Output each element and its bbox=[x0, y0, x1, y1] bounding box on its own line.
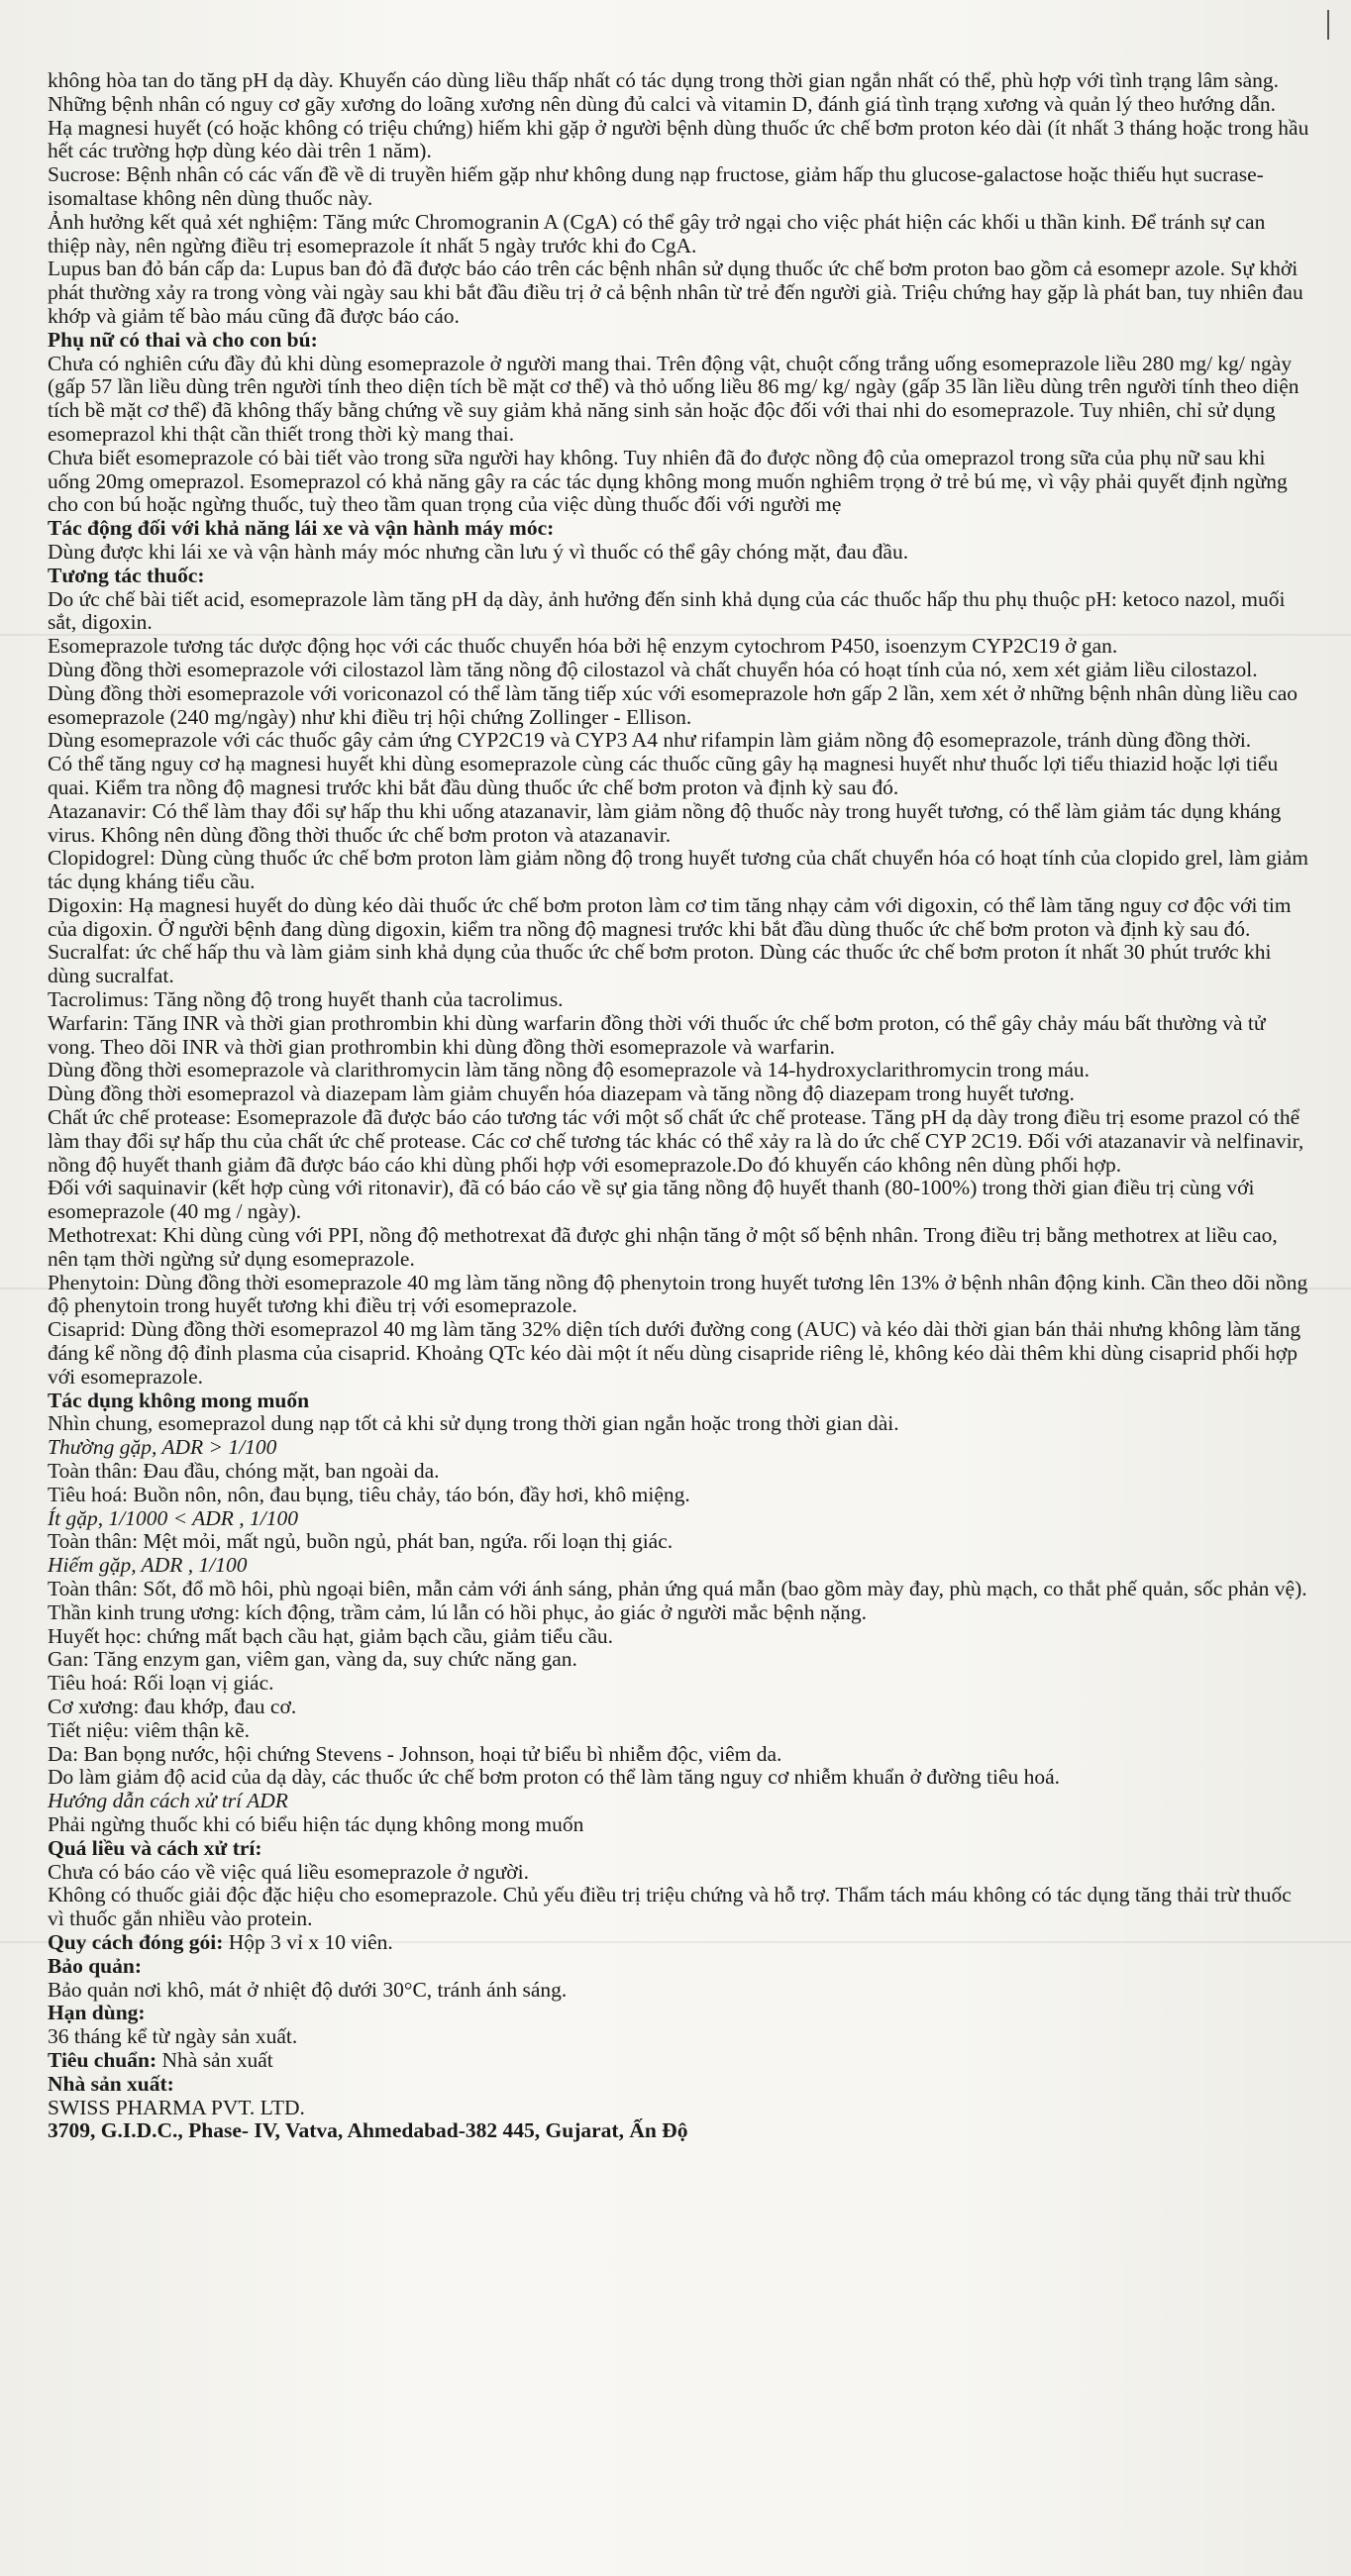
frequency-subheading: Thường gặp, ADR > 1/100 bbox=[48, 1435, 277, 1460]
paragraph: Tacrolimus: Tăng nồng độ trong huyết thanh của tacrolimus. bbox=[48, 987, 564, 1012]
section-heading: Quá liều và cách xử trí: bbox=[48, 1835, 262, 1860]
paragraph: Sucralfat: ức chế hấp thu và làm giảm sinh khả dụng của thuốc ức chế bơm proton. Dùng các thuốc ức chế bơm proton ít nhất 30 phút trước khi dùng sucralfat. bbox=[48, 940, 1272, 988]
paragraph: Lupus ban đỏ bán cấp da: Lupus ban đỏ đã được báo cáo trên các bệnh nhân sử dụng thuốc ức chế bơm proton bao gồm cả esomepr azole. Sự khởi phát thường xảy ra trong vòng vài ngày sau khi bắt đầu điều trị ở cả bệnh nhân từ trẻ đến người già. Triệu chứng hay gặp là phát ban, tuy nhiên đau khớp và giảm tế bào máu cũng đã được báo cáo. bbox=[48, 257, 1303, 328]
paragraph: Do ức chế bài tiết acid, esomeprazole làm tăng pH dạ dày, ảnh hưởng đến sinh khả dụng của các thuốc hấp thu phụ thuộc pH: ketoco nazol, muối sắt, digoxin. bbox=[48, 586, 1286, 635]
paragraph: Hạ magnesi huyết (có hoặc không có triệu chứng) hiếm khi gặp ở người bệnh dùng thuốc ức chế bơm proton kéo dài (ít nhất 3 tháng hoặc trong hầu hết các trường hợp dùng kéo dài trên 1 năm). bbox=[48, 115, 1309, 163]
paragraph: Tiết niệu: viêm thận kẽ. bbox=[48, 1717, 251, 1742]
paragraph: Dùng được khi lái xe và vận hành máy móc nhưng cần lưu ý vì thuốc có thể gây chóng mặt, đau đầu. bbox=[48, 539, 909, 564]
paragraph: Dùng đồng thời esomeprazole với voriconazol có thể làm tăng tiếp xúc với esomeprazole hơn gấp 2 lần, xem xét ở những bệnh nhân dùng liều cao esomeprazole (240 mg/ngày) như khi điều trị hội chứng Zollinger - Ellison. bbox=[48, 680, 1299, 729]
paper-edge-mark bbox=[1327, 10, 1329, 40]
paragraph: Ảnh hưởng kết quả xét nghiệm: Tăng mức Chromogranin A (CgA) có thể gây trở ngại cho việc phát hiện các khối u thần kinh. Để tránh sự can thiệp này, nên ngừng điều trị esomeprazole ít nhất 5 ngày trước khi đo CgA. bbox=[48, 209, 1266, 258]
paragraph: không hòa tan do tăng pH dạ dày. Khuyến cáo dùng liều thấp nhất có tác dụng trong thời gian ngắn nhất có thể, phù hợp với tình trạng lâm sàng. Những bệnh nhân có nguy cơ gãy xương do loãng xương nên dùng đủ calci và vitamin D, đánh giá tình trạng xương và quản lý theo hướng dẫn. bbox=[48, 68, 1280, 116]
paper-fold-line bbox=[0, 634, 1351, 636]
paragraph-label: Quy cách đóng gói: bbox=[48, 1929, 224, 1954]
paragraph-value: Hộp 3 vỉ x 10 viên. bbox=[223, 1929, 393, 1954]
paragraph: Warfarin: Tăng INR và thời gian prothrombin khi dùng warfarin đồng thời với thuốc ức chế bơm proton, có thể gây chảy máu bất thường và tử vong. Theo dõi INR và thời gian prothrombin khi dùng đồng thời esomeprazole và warfarin. bbox=[48, 1010, 1266, 1059]
paragraph-label: Tiêu chuẩn: bbox=[48, 2047, 157, 2072]
paragraph: Nhìn chung, esomeprazol dung nạp tốt cả khi sử dụng trong thời gian ngắn hoặc trong thời gian dài. bbox=[48, 1411, 899, 1436]
paragraph: Digoxin: Hạ magnesi huyết do dùng kéo dài thuốc ức chế bơm proton làm cơ tim tăng nhạy cảm với digoxin, có thể làm tăng nguy cơ độc với tim của digoxin. Ở người bệnh đang dùng digoxin, kiểm tra nồng độ magnesi trước khi bắt đầu dùng thuốc ức chế bơm proton và định kỳ sau đó. bbox=[48, 892, 1292, 941]
paragraph: Dùng đồng thời esomeprazole và clarithromycin làm tăng nồng độ esomeprazole và 14-hydroxyclarithromycin trong máu. bbox=[48, 1058, 1091, 1082]
paragraph: Do làm giảm độ acid của dạ dày, các thuốc ức chế bơm proton có thể làm tăng nguy cơ nhiễm khuẩn ở đường tiêu hoá. bbox=[48, 1765, 1061, 1790]
paragraph-value: Nhà sản xuất bbox=[156, 2047, 273, 2072]
paragraph: Đối với saquinavir (kết hợp cùng với ritonavir), đã có báo cáo về sự gia tăng nồng độ huyết thanh (80-100%) trong thời gian điều trị cùng với esomeprazole (40 mg / ngày). bbox=[48, 1176, 1255, 1224]
paragraph: Có thể tăng nguy cơ hạ magnesi huyết khi dùng esomeprazole cùng các thuốc cũng gây hạ magnesi huyết như thuốc lợi tiểu thiazid hoặc lợi tiểu quai. Kiểm tra nồng độ magnesi trước khi bắt đầu dùng thuốc ức chế bơm proton và định kỳ sau đó. bbox=[48, 752, 1279, 799]
paragraph: Methotrexat: Khi dùng cùng với PPI, nồng độ methotrexat đã được ghi nhận tăng ở một số bệnh nhân. Trong điều trị bằng methotrex at liều cao, nên tạm thời ngừng sử dụng esomeprazole. bbox=[48, 1223, 1278, 1271]
paragraph: Toàn thân: Đau đầu, chóng mặt, ban ngoài da. bbox=[48, 1459, 440, 1484]
paragraph: Phenytoin: Dùng đồng thời esomeprazole 40 mg làm tăng nồng độ phenytoin trong huyết tương lên 13% ở bệnh nhân động kinh. Cần theo dõi nồng độ phenytoin trong huyết tương khi điều trị với esomeprazole. bbox=[48, 1270, 1308, 1318]
paragraph: Sucrose: Bệnh nhân có các vấn đề về di truyền hiếm gặp như không dung nạp fructose, giảm hấp thu glucose-galactose hoặc thiếu hụt sucrase-isomaltase không nên dùng thuốc này. bbox=[48, 162, 1264, 210]
paragraph: Tiêu hoá: Buồn nôn, nôn, đau bụng, tiêu chảy, táo bón, đầy hơi, khô miệng. bbox=[48, 1482, 690, 1506]
paragraph: Tiêu hoá: Rối loạn vị giác. bbox=[48, 1671, 274, 1696]
paragraph: Dùng đồng thời esomeprazol và diazepam làm giảm chuyển hóa diazepam và tăng nồng độ diazepam trong huyết tương. bbox=[48, 1082, 1075, 1106]
paragraph: Toàn thân: Mệt mỏi, mất ngủ, buồn ngủ, phát ban, ngứa. rối loạn thị giác. bbox=[48, 1529, 674, 1554]
paragraph: Gan: Tăng enzym gan, viêm gan, vàng da, suy chức năng gan. bbox=[48, 1647, 577, 1672]
paragraph: Phải ngừng thuốc khi có biểu hiện tác dụng không mong muốn bbox=[48, 1811, 584, 1836]
section-heading: Tương tác thuốc: bbox=[48, 563, 205, 587]
paragraph: Bảo quản nơi khô, mát ở nhiệt độ dưới 30°C, tránh ánh sáng. bbox=[48, 1977, 568, 2002]
frequency-subheading: Hiếm gặp, ADR , 1/100 bbox=[48, 1553, 248, 1578]
paragraph: Dùng esomeprazole với các thuốc gây cảm ứng CYP2C19 và CYP3 A4 như rifampin làm giảm nồng độ esomeprazole, tránh dùng đồng thời. bbox=[48, 728, 1252, 753]
paragraph: Toàn thân: Sốt, đổ mồ hôi, phù ngoại biên, mẫn cảm với ánh sáng, phản ứng quá mẫn (bao gồm mày đay, phù mạch, co thắt phế quản, sốc phản vệ). bbox=[48, 1577, 1307, 1600]
paragraph: Chưa có báo cáo về việc quá liều esomeprazole ở người. bbox=[48, 1859, 530, 1884]
paragraph: Thần kinh trung ương: kích động, trầm cảm, lú lẫn có hồi phục, ảo giác ở người mắc bệnh nặng. bbox=[48, 1599, 868, 1624]
paragraph: Clopidogrel: Dùng cùng thuốc ức chế bơm proton làm giảm nồng độ trong huyết tương của chất chuyển hóa có hoạt tính của clopido grel, làm giảm tác dụng kháng tiểu cầu. bbox=[48, 846, 1309, 894]
paragraph: Huyết học: chứng mất bạch cầu hạt, giảm bạch cầu, giảm tiểu cầu. bbox=[48, 1623, 614, 1648]
section-heading: 3709, G.I.D.C., Phase- IV, Vatva, Ahmedabad-382 445, Gujarat, Ấn Độ bbox=[48, 2118, 688, 2143]
paragraph: Da: Ban bọng nước, hội chứng Stevens - Johnson, hoại tử biểu bì nhiễm độc, viêm da. bbox=[48, 1741, 782, 1766]
paragraph: Dùng đồng thời esomeprazole với cilostazol làm tăng nồng độ cilostazol và chất chuyển hóa có hoạt tính của nó, xem xét giảm liều cilostazol. bbox=[48, 657, 1258, 681]
section-heading: Hạn dùng: bbox=[48, 2001, 146, 2025]
frequency-subheading: Hướng dẫn cách xử trí ADR bbox=[48, 1789, 288, 1813]
paragraph: SWISS PHARMA PVT. LTD. bbox=[48, 2095, 305, 2119]
paragraph: Chưa biết esomeprazole có bài tiết vào trong sữa người hay không. Tuy nhiên đã đo được nồng độ của omeprazol trong sữa của phụ nữ sau khi uống 20mg omeprazol. Esomeprazol có khả năng gây ra các tác dụng không mong muốn nghiêm trọng ở trẻ bú mẹ, vì vậy phải quyết định ngừng cho con bú hoặc ngừng thuốc, tuỳ theo tầm quan trọng của việc dùng thuốc đối với người mẹ bbox=[48, 445, 1288, 517]
section-heading: Nhà sản xuất: bbox=[48, 2071, 174, 2096]
paragraph: Atazanavir: Có thể làm thay đổi sự hấp thu khi uống atazanavir, làm giảm nồng độ thuốc này trong huyết tương, có thể làm giảm tác dụng kháng virus. Không nên dùng đồng thời thuốc ức chế bơm proton và atazanavir. bbox=[48, 798, 1282, 847]
paragraph: 36 tháng kể từ ngày sản xuất. bbox=[48, 2024, 298, 2049]
section-heading: Bảo quản: bbox=[48, 1953, 142, 1978]
paragraph: Esomeprazole tương tác dược động học với các thuốc chuyển hóa bởi hệ enzym cytochrom P450, isoenzym CYP2C19 ở gan. bbox=[48, 634, 1118, 659]
paragraph: Cisaprid: Dùng đồng thời esomeprazol 40 mg làm tăng 32% diện tích dưới đường cong (AUC) và kéo dài thời gian bán thải nhưng không làm tăng đáng kể nồng độ đỉnh plasma của cisaprid. Khoảng QTc kéo dài một ít nếu dùng cisapride riêng lẻ, không kéo dài thêm khi dùng cisaprid phối hợp với esomeprazole. bbox=[48, 1317, 1301, 1389]
labeled-paragraph bbox=[48, 2049, 1311, 2073]
section-heading: Phụ nữ có thai và cho con bú: bbox=[48, 327, 318, 352]
paragraph: Chưa có nghiên cứu đầy đủ khi dùng esomeprazole ở người mang thai. Trên động vật, chuột cống trắng uống esomeprazole liều 280 mg/ kg/ ngày (gấp 57 lần liều dùng trên người tính theo diện tích bề mặt cơ thể) và thỏ uống liều 86 mg/ kg/ ngày (gấp 35 lần liều dùng trên người tính theo diện tích bề mặt cơ thể) đã không thấy bằng chứng về suy giảm khả năng sinh sản hoặc độc đối với thai nhi do esomeprazole. Tuy nhiên, chỉ sử dụng esomeprazol khi thật cần thiết trong thời kỳ mang thai. bbox=[48, 351, 1299, 446]
section-heading: Tác động đối với khả năng lái xe và vận hành máy móc: bbox=[48, 516, 555, 541]
paragraph: Cơ xương: đau khớp, đau cơ. bbox=[48, 1694, 297, 1718]
paper-fold-line bbox=[0, 1288, 1351, 1289]
section-heading: Tác dụng không mong muốn bbox=[48, 1388, 310, 1412]
frequency-subheading: Ít gặp, 1/1000 < ADR , 1/100 bbox=[48, 1505, 298, 1530]
paragraph: Không có thuốc giải độc đặc hiệu cho esomeprazole. Chủ yếu điều trị triệu chứng và hỗ trợ. Thẩm tách máu không có tác dụng tăng thải trừ thuốc vì thuốc gắn nhiều vào protein. bbox=[48, 1883, 1292, 1931]
paragraph: Chất ức chế protease: Esomeprazole đã được báo cáo tương tác với một số chất ức chế protease. Tăng pH dạ dày trong điều trị esome prazol có thể làm thay đổi sự hấp thu của chất ức chế protease. Các cơ chế tương tác khác có thể xảy ra là do ức chế CYP 2C19. Đối với atazanavir và nelfinavir, nồng độ huyết thanh giảm đã được báo cáo khi dùng phối hợp với esomeprazole.Do đó khuyến cáo không nên dùng phối hợp. bbox=[48, 1105, 1304, 1177]
paper-fold-line bbox=[0, 1941, 1351, 1943]
document-body bbox=[48, 69, 1311, 2143]
